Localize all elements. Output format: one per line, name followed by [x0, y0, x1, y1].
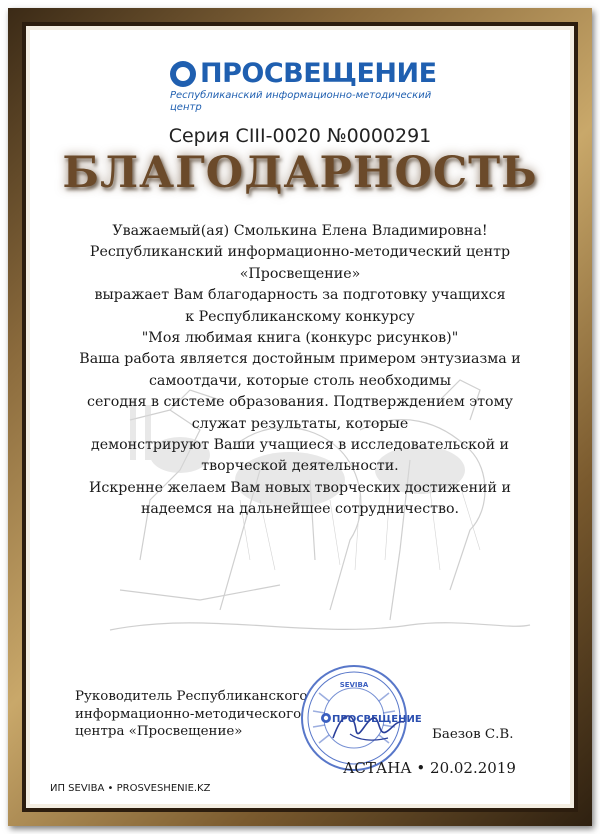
certificate-body — [60, 221, 540, 521]
body-line: самоотдачи, которые столь необходимы — [148, 372, 452, 389]
logo-wordmark: ПРОСВЕЩЕНИЕ — [200, 58, 437, 89]
logo-subtitle: Республиканский информационно-методический центр — [170, 90, 432, 113]
body-line: «Просвещение» — [239, 265, 361, 282]
footer-text: ИП SEVIBA • PROSVESHENIE.KZ — [50, 783, 211, 794]
body-line: Ваша работа является достойным примером энтузиазма и — [79, 351, 521, 368]
stamp-top-text: SEVIBA — [339, 681, 369, 689]
body-line: Республиканский информационно-методический центр — [89, 244, 511, 261]
certificate-title: БЛАГОДАРНОСТЬ — [62, 148, 538, 198]
body-line: выражает Вам благодарность за подготовку учащихся — [94, 287, 506, 304]
signatory-line: информационно-методического — [75, 706, 302, 722]
logo-o-mark-icon — [170, 61, 196, 87]
city-and-date: АСТАНА • 20.02.2019 — [343, 759, 516, 777]
body-line: к Республиканскому конкурсу — [185, 308, 415, 325]
body-line: Искренне желаем Вам новых творческих достижений и — [89, 479, 511, 496]
handwritten-signature — [328, 700, 408, 750]
signatory-position — [75, 688, 308, 741]
signatory-line: центра «Просвещение» — [75, 724, 243, 740]
body-line: сегодня в системе образования. Подтверждением этому — [87, 394, 513, 411]
body-line: демонстрируют Ваши учащиеся в исследовательской и — [90, 437, 510, 454]
body-line: служат результаты, которые — [191, 415, 409, 432]
series-number: Серия СIII-0020 №0000291 — [168, 125, 432, 147]
stamp-center-text: ПРОСВЕЩЕНИЕ — [332, 714, 422, 725]
signer-name: Баезов С.В. — [432, 727, 514, 742]
body-line: творческой деятельности. — [201, 458, 399, 475]
body-line: "Моя любимая книга (конкурс рисунков)" — [141, 330, 459, 347]
body-line: Уважаемый(ая) Смолькина Елена Владимировна! — [112, 223, 488, 239]
signatory-line: Руководитель Республиканского — [75, 689, 308, 704]
prosveshenie-logo — [160, 58, 460, 113]
body-line: надеемся на дальнейшее сотрудничество. — [140, 501, 460, 518]
